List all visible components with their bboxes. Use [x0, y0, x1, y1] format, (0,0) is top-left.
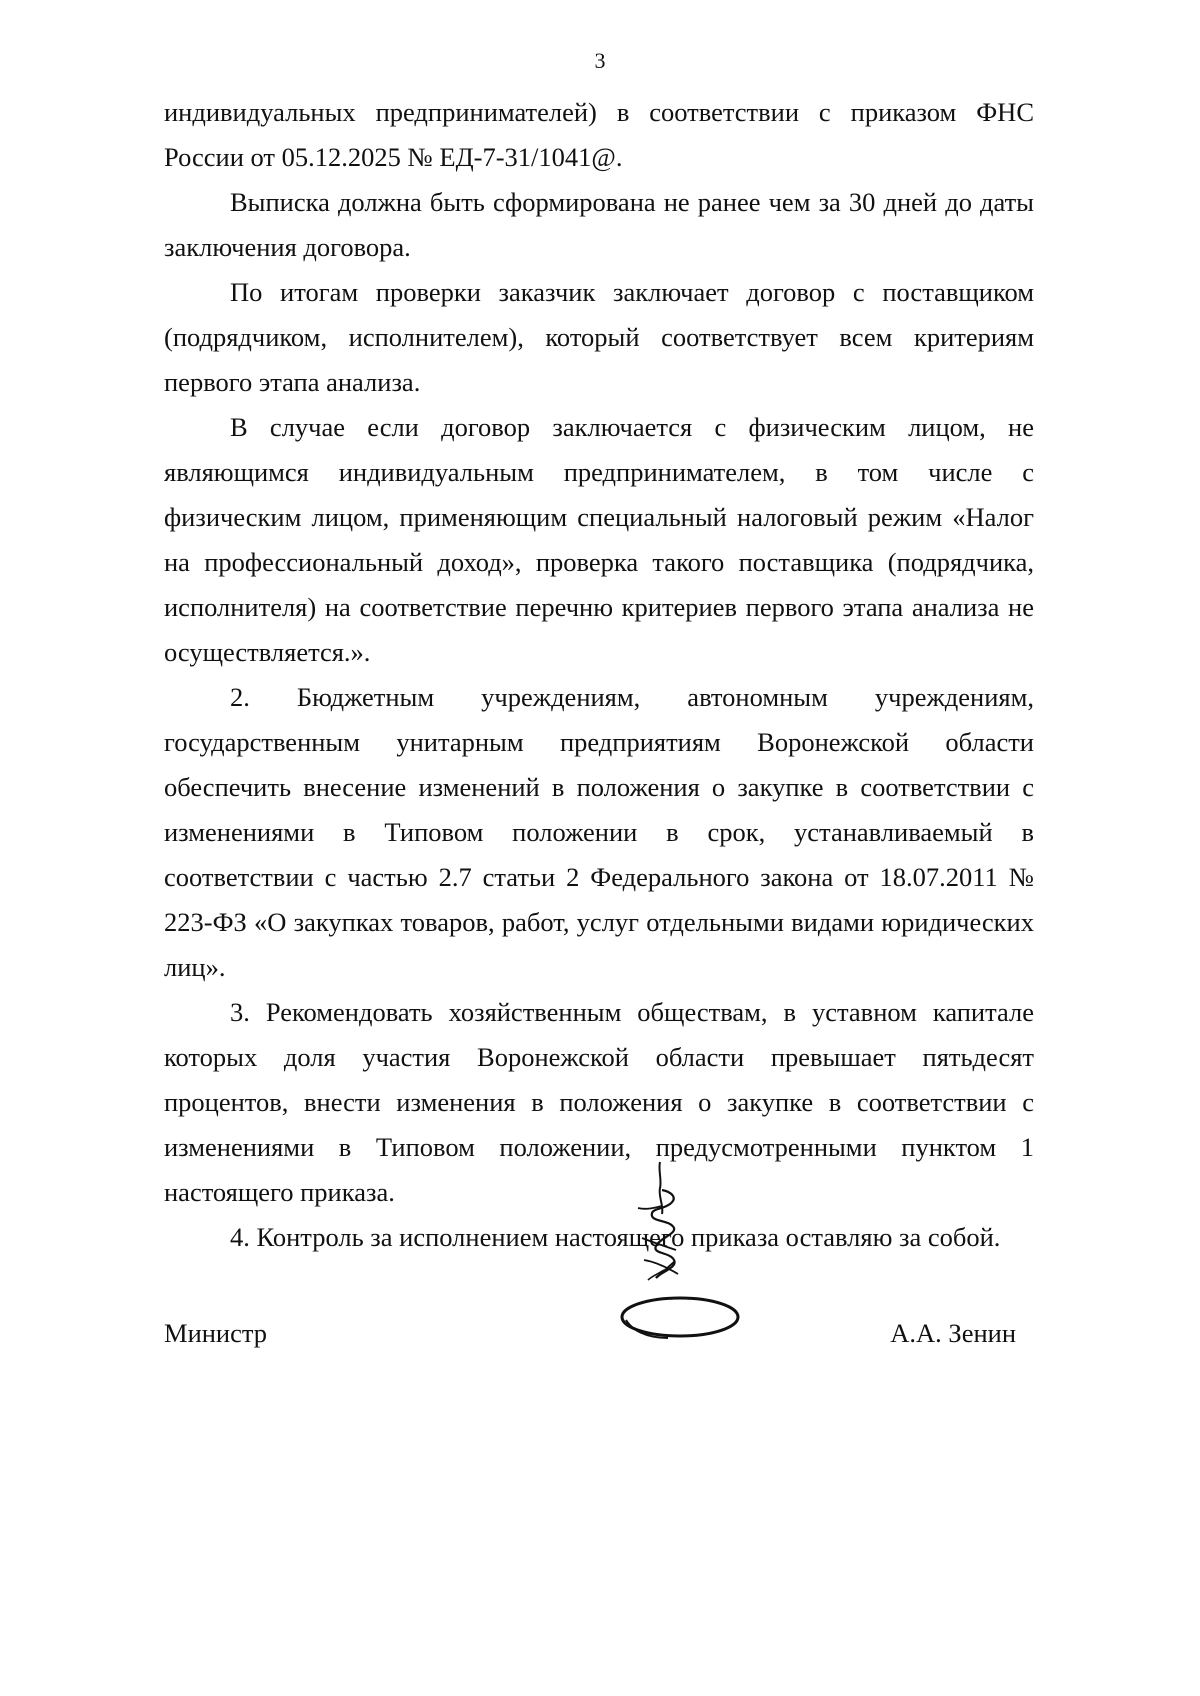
signatory-position: Министр	[164, 1318, 268, 1348]
paragraph-4: В случае если договор заключается с физическим лицом, не являющимся индивидуальным предпринимателем, в том числе с физическим лицом, применяющим специальный налоговый режим «Налог на профессиональный доход», проверка такого поставщика (подрядчика, исполнителя) на соответствие перечню критериев первого этапа анализа не осуществляется.».	[164, 412, 1034, 667]
signatory-name: А.А. Зенин	[890, 1318, 1016, 1348]
paragraph-3: По итогам проверки заказчик заключает договор с поставщиком (подрядчиком, исполнителем), который соответствует всем критериям первого этапа анализа.	[164, 277, 1034, 397]
document-body	[164, 90, 1034, 1260]
paragraph-2: Выписка должна быть сформирована не ранее чем за 30 дней до даты заключения договора.	[164, 187, 1034, 262]
signature-block	[164, 1296, 1034, 1376]
paragraph-7: 4. Контроль за исполнением настоящего приказа оставляю за собой.	[230, 1222, 1001, 1252]
paragraph-6: 3. Рекомендовать хозяйственным обществам, в уставном капитале которых доля участия Воронежской области превышает пятьдесят процентов, внести изменения в положения о закупке в соответствии с изменениями в Типовом положении, предусмотренными пунктом 1 настоящего приказа.	[164, 997, 1034, 1207]
paragraph-5: 2. Бюджетным учреждениям, автономным учреждениям, государственным унитарным предприятиям Воронежской области обеспечить внесение изменений в положения о закупке в соответствии с изменениями в Типовом положении в срок, устанавливаемый в соответствии с частью 2.7 статьи 2 Федерального закона от 18.07.2011 № 223-ФЗ «О закупках товаров, работ, услуг отдельными видами юридических лиц».	[164, 682, 1034, 982]
page-number: 3	[594, 48, 606, 73]
paragraph-1: индивидуальных предпринимателей) в соответствии с приказом ФНС России от 05.12.2025 № ЕД-7-31/1041@.	[164, 97, 1034, 172]
